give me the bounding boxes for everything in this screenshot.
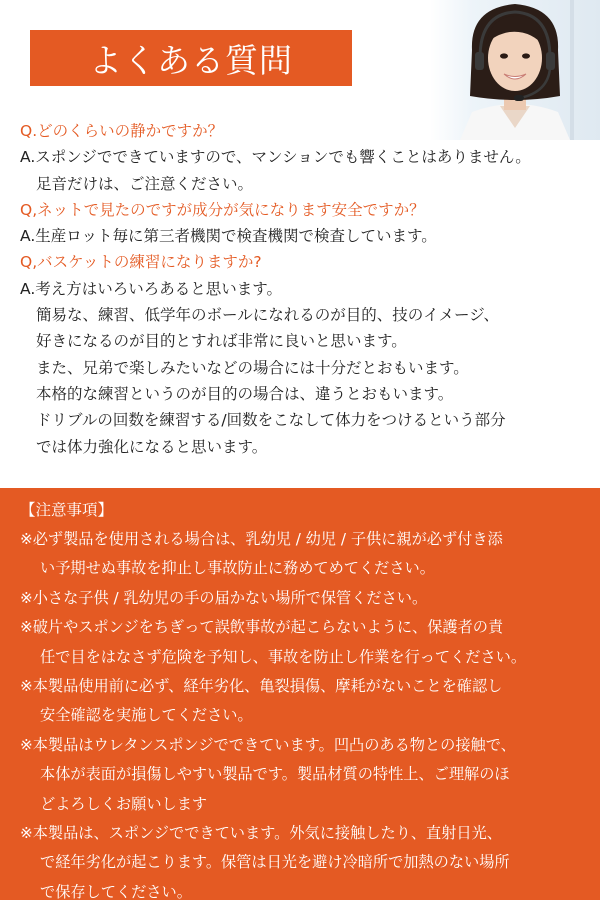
faq-answer-continuation: また、兄弟で楽しみたいなどの場合には十分だとおもいます。 — [36, 358, 469, 377]
faq-answer: A.スポンジでできていますので、マンションでも響くことはありません。 — [20, 148, 531, 167]
faq-answer-continuation: ドリブルの回数を練習する/回数をこなして体力をつけるという部分 — [36, 411, 506, 430]
faq-question: Q.どのくらいの静かですか？ — [20, 122, 224, 140]
notice-item: ※小さな子供 / 乳幼児の手の届かない場所で保管ください。 — [20, 588, 428, 607]
notice-item-continuation: い予期せぬ事故を抑止し事故防止に務めてめてください。 — [40, 559, 435, 578]
notice-heading: 【注意事項】 — [20, 501, 114, 519]
notice-item: ※本製品はウレタンスポンジでできています。凹凸のある物との接触で、 — [20, 735, 516, 754]
faq-answer-continuation: 本格的な練習というのが目的の場合は、違うとおもいます。 — [36, 384, 454, 403]
faq-list — [20, 118, 590, 460]
faq-answer-continuation: 足音だけは、ご注意ください。 — [36, 174, 254, 193]
notice-item-continuation: 本体が表面が損傷しやすい製品です。製品材質の特性上、ご理解のほ — [40, 765, 510, 784]
notice-item: ※本製品は、スポンジでできています。外気に接触したり、直射日光、 — [20, 823, 502, 842]
notice-item-continuation: で保存してください。 — [40, 882, 192, 900]
notice-list — [20, 525, 592, 900]
faq-answer: A.生産ロット毎に第三者機関で検査機関で検査しています。 — [20, 227, 437, 246]
notice-item-continuation: で経年劣化が起こります。保管は日光を避け冷暗所で加熱のない場所 — [40, 853, 510, 872]
notice-item-continuation: 任で目をはなさず危険を予知し、事故を防止し作業を行ってください。 — [40, 647, 526, 666]
faq-answer-continuation: 簡易な、練習、低学年のボールになれるのが目的、技のイメージ、 — [36, 306, 499, 325]
faq-question: Q,ネットで見たのですが成分が気になります安全ですか？ — [20, 200, 425, 219]
faq-answer: A.考え方はいろいろあると思います。 — [20, 279, 283, 298]
notice-item-continuation: 安全確認を実施してください。 — [40, 706, 253, 725]
faq-answer-continuation: 好きになるのが目的とすれば非常に良いと思います。 — [36, 332, 407, 351]
notice-item: ※必ず製品を使用される場合は、乳幼児 / 幼児 / 子供に親が必ず付き添 — [20, 530, 503, 548]
faq-answer-continuation: では体力強化になると思います。 — [36, 437, 268, 456]
faq-question: Q,バスケットの練習になりますか? — [20, 253, 262, 272]
notice-item-continuation: どよろしくお願いします — [40, 794, 208, 813]
page-title: よくある質問 — [30, 30, 352, 86]
notice-section — [0, 488, 600, 900]
notice-item: ※本製品使用前に必ず、経年劣化、亀裂損傷、摩耗がないことを確認し — [20, 676, 503, 695]
notice-item: ※破片やスポンジをちぎって誤飲事故が起こらないように、保護者の責 — [20, 618, 504, 637]
